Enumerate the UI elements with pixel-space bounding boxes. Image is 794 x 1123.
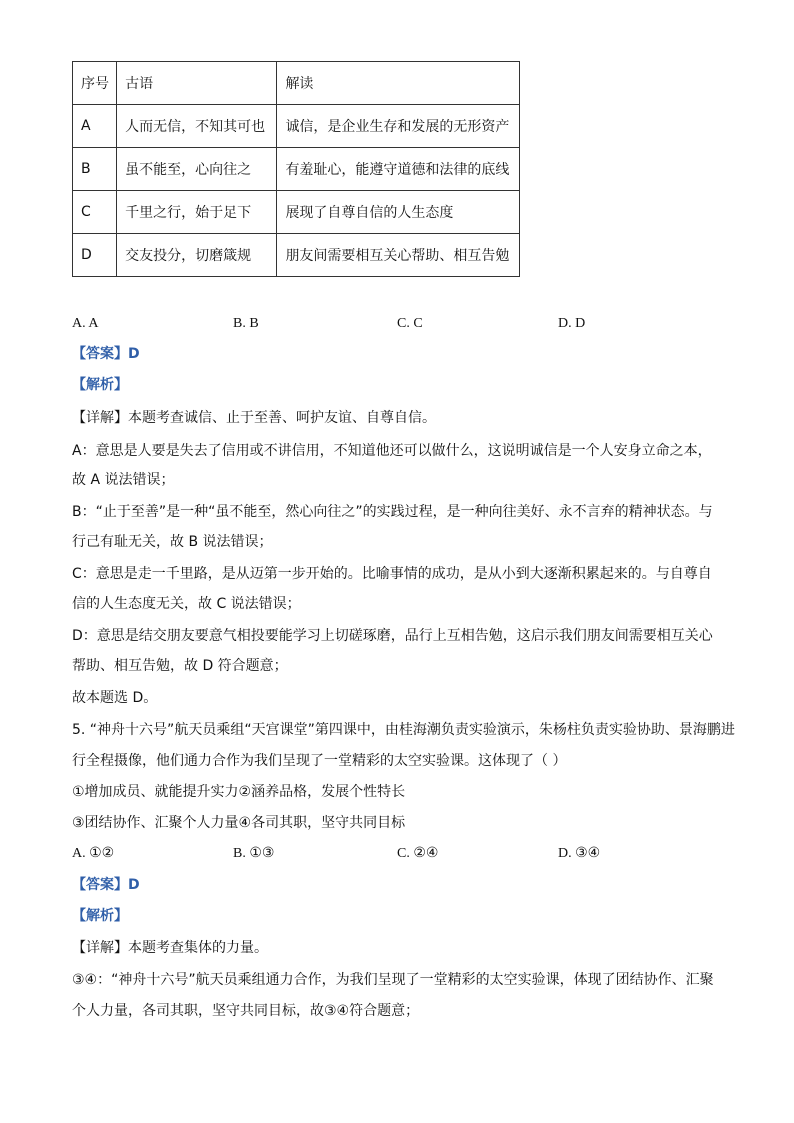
q5-analysis-heading: 【解析】	[72, 908, 128, 924]
q4-detail-line: 帮助、相互告勉，故 D 符合题意；	[72, 658, 288, 674]
classical-quotes-table	[72, 61, 520, 277]
table-cell: 虽不能至，心向往之	[117, 148, 277, 191]
q5-detail-line: 个人力量，各司其职，坚守共同目标，故③④符合题意；	[72, 1003, 420, 1019]
table-cell: A	[73, 105, 117, 148]
q4-option-d: D. D	[558, 316, 586, 331]
q4-option-a: A. A	[72, 316, 99, 331]
q5-option-c: C. ②④	[397, 846, 439, 861]
table-row	[73, 148, 520, 191]
table-cell: 交友投分，切磨箴规	[117, 234, 277, 277]
q5-option-d: D. ③④	[558, 846, 601, 861]
q5-detail-line: ③④：“神舟十六号”航天员乘组通力合作，为我们呈现了一堂精彩的太空实验课，体现了团结协作、汇聚	[72, 972, 714, 988]
q4-detail-line: C：意思是走一千里路，是从迈第一步开始的。比喻事情的成功，是从小到大逐渐积累起来的。与自尊自	[72, 566, 712, 582]
table-cell: 诚信，是企业生存和发展的无形资产	[277, 105, 520, 148]
table-header-row	[73, 62, 520, 105]
q4-detail-line: 故 A 说法错误；	[72, 472, 175, 488]
table-row	[73, 191, 520, 234]
q4-detail-line: 【详解】本题考查诚信、止于至善、呵护友谊、自尊自信。	[72, 410, 436, 426]
q5-option-b: B. ①③	[233, 846, 275, 861]
q4-detail-line: D：意思是结交朋友要意气相投要能学习上切磋琢磨，品行上互相告勉，这启示我们朋友间需要相互关心	[72, 628, 713, 644]
q5-answer: 【答案】D	[72, 877, 140, 893]
q4-detail-line: B：“止于至善”是一种“虽不能至，然心向往之”的实践过程，是一种向往美好、永不言弃的精神状态。与	[72, 504, 713, 520]
q5-stem-line: 行全程摄像，他们通力合作为我们呈现了一堂精彩的太空实验课。这体现了（ ）	[72, 753, 567, 769]
q4-option-c: C. C	[397, 316, 423, 331]
table-cell: 人而无信，不知其可也	[117, 105, 277, 148]
q5-choice-line: ①增加成员、就能提升实力②涵养品格，发展个性特长	[72, 784, 406, 800]
q4-detail-line: 信的人生态度无关，故 C 说法错误；	[72, 596, 301, 612]
q4-answer: 【答案】D	[72, 346, 140, 362]
table-cell: C	[73, 191, 117, 234]
table-cell: B	[73, 148, 117, 191]
table-header-cell: 序号	[73, 62, 117, 105]
table-cell: 展现了自尊自信的人生态度	[277, 191, 520, 234]
table-row	[73, 234, 520, 277]
q5-choice-line: ③团结协作、汇聚个人力量④各司其职，坚守共同目标	[72, 815, 406, 831]
q5-detail-line: 【详解】本题考查集体的力量。	[72, 940, 268, 956]
q5-option-a: A. ①②	[72, 846, 115, 861]
table-cell: D	[73, 234, 117, 277]
q4-detail-line: 行己有耻无关，故 B 说法错误；	[72, 534, 273, 550]
table-cell: 千里之行，始于足下	[117, 191, 277, 234]
table-cell: 有羞耻心，能遵守道德和法律的底线	[277, 148, 520, 191]
table-row	[73, 105, 520, 148]
q4-option-b: B. B	[233, 316, 259, 331]
q5-stem-line: 5. “神舟十六号”航天员乘组“天宫课堂”第四课中，由桂海潮负责实验演示，朱杨柱负责实验协助、景海鹏进	[72, 722, 735, 738]
q4-detail-line: 故本题选 D。	[72, 690, 158, 706]
table-header-cell: 古语	[117, 62, 277, 105]
q4-detail-line: A：意思是人要是失去了信用或不讲信用，不知道他还可以做什么，这说明诚信是一个人安身立命之本，	[72, 443, 712, 459]
table-header-cell: 解读	[277, 62, 520, 105]
q4-analysis-heading: 【解析】	[72, 377, 128, 393]
table-cell: 朋友间需要相互关心帮助、相互告勉	[277, 234, 520, 277]
